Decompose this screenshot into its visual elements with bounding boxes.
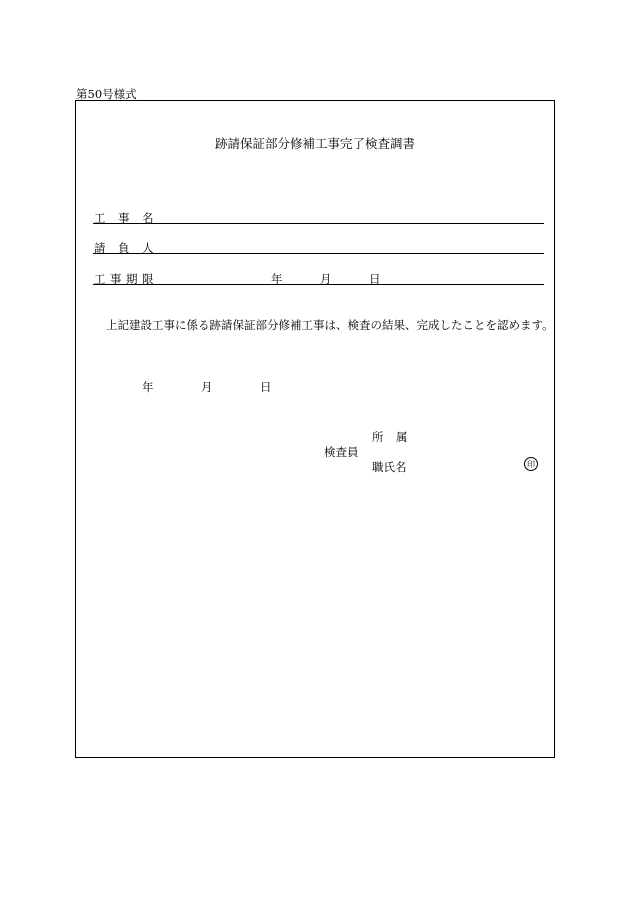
construction-period-line[interactable]	[93, 284, 544, 285]
affiliation-label-char: 属	[396, 430, 408, 444]
field-label-char: 期	[126, 272, 138, 286]
period-day-label: 日	[369, 272, 381, 286]
form-frame	[75, 100, 555, 758]
construction-name-line[interactable]	[93, 223, 544, 224]
field-label-char: 人	[142, 241, 154, 255]
contractor-line[interactable]	[93, 253, 544, 254]
document-title: 跡請保証部分修補工事完了検査調書	[214, 136, 415, 151]
field-label-char: 名	[142, 211, 154, 225]
date-year-label: 年	[142, 380, 154, 394]
inspector-role-label: 検査員	[324, 445, 359, 459]
field-label-char: 工	[94, 211, 106, 225]
field-label-char: 事	[118, 211, 130, 225]
form-number: 第50号様式	[76, 87, 137, 101]
field-label-char: 限	[142, 272, 154, 286]
field-label-char: 請	[94, 241, 106, 255]
position-name-label: 職氏名	[372, 460, 407, 474]
period-month-label: 月	[320, 272, 332, 286]
field-label-char: 工	[94, 272, 106, 286]
period-year-label: 年	[271, 272, 283, 286]
field-label-char: 事	[110, 272, 122, 286]
date-month-label: 月	[201, 380, 213, 394]
field-label-char: 負	[118, 241, 130, 255]
date-day-label: 日	[260, 380, 272, 394]
statement-text: 上記建設工事に係る跡請保証部分修補工事は、検査の結果、完成したことを認めます。	[106, 318, 554, 332]
affiliation-label-char: 所	[372, 430, 384, 444]
seal-icon: 印	[524, 457, 538, 471]
